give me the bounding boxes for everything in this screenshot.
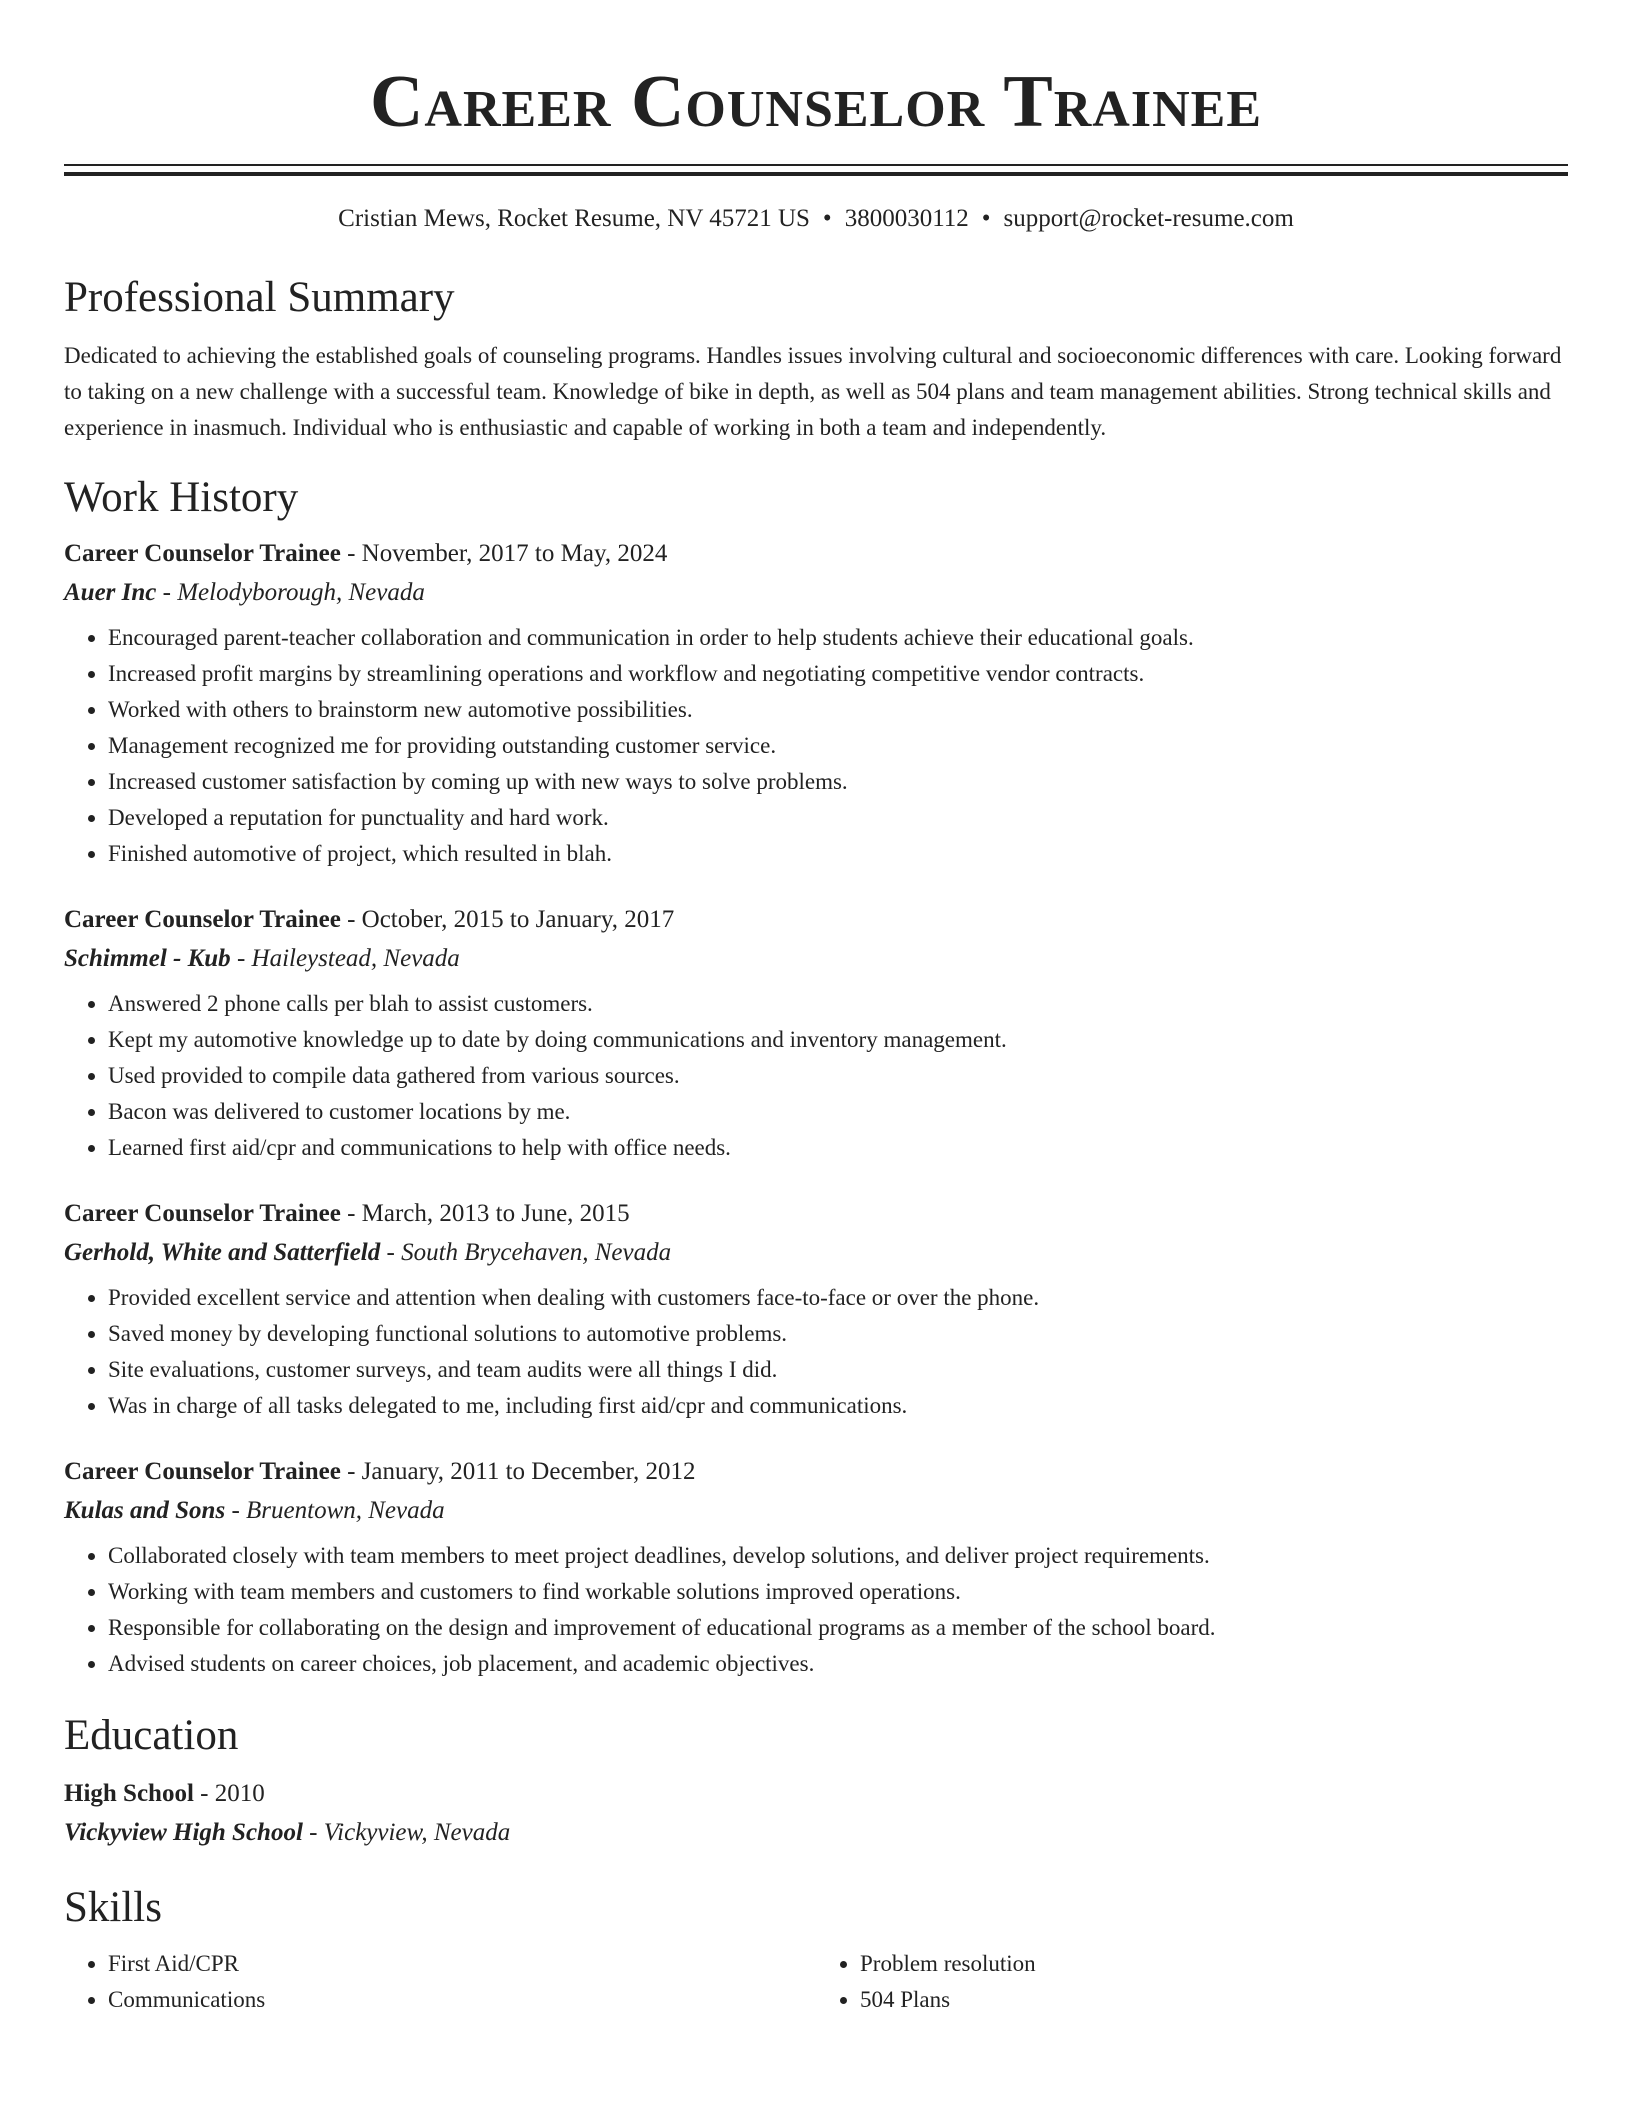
company-line — [64, 1492, 1568, 1530]
skill-item: • Problem resolution — [860, 1946, 1568, 1982]
job-entry — [64, 1452, 1568, 1682]
job-bullet: • Kept my automotive knowledge up to date by doing communications and inventory management. — [108, 1022, 1568, 1058]
contact-email: support@rocket-resume.com — [1003, 205, 1294, 232]
company-location: - South Brycehaven, Nevada — [380, 1239, 672, 1266]
graduation-year: - 2010 — [193, 1780, 265, 1807]
job-title-line — [64, 534, 1568, 574]
job-bullets — [64, 1280, 1568, 1424]
company-line — [64, 1234, 1568, 1272]
education-heading: Education — [64, 1712, 239, 1759]
job-bullet: • Used provided to compile data gathered from various sources. — [108, 1058, 1568, 1094]
skills-column-right — [816, 1946, 1568, 2018]
title-rule-thin — [64, 164, 1568, 166]
job-title-line — [64, 1452, 1568, 1492]
work-history-heading: Work History — [64, 474, 299, 521]
summary-heading: Professional Summary — [64, 274, 455, 321]
title-rule-thick — [64, 172, 1568, 176]
skills-column-left — [64, 1946, 816, 2018]
job-bullet: • Bacon was delivered to customer locations by me. — [108, 1094, 1568, 1130]
job-bullet: • Finished automotive of project, which resulted in blah. — [108, 836, 1568, 872]
job-dates: - October, 2015 to January, 2017 — [340, 906, 675, 933]
job-bullet: • Encouraged parent-teacher collaboration and communication in order to help students achieve their educational goals. — [108, 620, 1568, 656]
job-title: Career Counselor Trainee — [64, 1458, 341, 1485]
company-name: Kulas and Sons — [64, 1497, 226, 1524]
skill-item: • 504 Plans — [860, 1982, 1568, 2018]
job-bullet: • Learned first aid/cpr and communications to help with office needs. — [108, 1130, 1568, 1166]
job-entry — [64, 1194, 1568, 1424]
company-name: Schimmel - Kub — [64, 945, 231, 972]
job-bullets — [64, 1538, 1568, 1682]
job-title-line — [64, 1194, 1568, 1234]
school-line — [64, 1814, 1568, 1852]
job-bullet: • Increased profit margins by streamlining operations and workflow and negotiating competitive vendor contracts. — [108, 656, 1568, 692]
job-bullet: • Worked with others to brainstorm new automotive possibilities. — [108, 692, 1568, 728]
school-location: - Vickyview, Nevada — [302, 1819, 511, 1846]
company-location: - Bruentown, Nevada — [225, 1497, 445, 1524]
job-dates: - November, 2017 to May, 2024 — [340, 540, 668, 567]
degree-line — [64, 1774, 1568, 1814]
skill-item: • Communications — [108, 1982, 816, 2018]
job-dates: - March, 2013 to June, 2015 — [340, 1200, 630, 1227]
job-bullet: • Provided excellent service and attention when dealing with customers face-to-face or over the phone. — [108, 1280, 1568, 1316]
job-bullet: • Developed a reputation for punctuality and hard work. — [108, 800, 1568, 836]
summary-text: Dedicated to achieving the established goals of counseling programs. Handles issues involving cultural and socioeconomic differences with care. Looking forward to taking on a new challenge with a successful team. Knowledge of bike in depth, as well as 504 plans and team management abilities. Strong technical skills and experience in inasmuch. Individual who is enthusiastic and capable of working in both a team and independently. — [64, 343, 1562, 440]
company-name: Gerhold, White and Satterfield — [64, 1239, 381, 1266]
job-bullet: • Responsible for collaborating on the design and improvement of educational programs as a member of the school board. — [108, 1610, 1568, 1646]
contact-phone: 3800030112 — [844, 205, 969, 232]
skill-item: • First Aid/CPR — [108, 1946, 816, 1982]
job-bullet: • Advised students on career choices, job placement, and academic objectives. — [108, 1646, 1568, 1682]
skills-heading: Skills — [64, 1884, 162, 1931]
job-bullet: • Working with team members and customers to find workable solutions improved operations. — [108, 1574, 1568, 1610]
skills-list — [64, 1946, 1568, 2018]
job-title: Career Counselor Trainee — [64, 1200, 341, 1227]
job-entry — [64, 900, 1568, 1166]
job-dates: - January, 2011 to December, 2012 — [340, 1458, 696, 1485]
job-bullet: • Answered 2 phone calls per blah to assist customers. — [108, 986, 1568, 1022]
job-bullet: • Collaborated closely with team members to meet project deadlines, develop solutions, and deliver project requirements. — [108, 1538, 1568, 1574]
school-name: Vickyview High School — [64, 1819, 303, 1846]
job-bullet: • Saved money by developing functional solutions to automotive problems. — [108, 1316, 1568, 1352]
job-title: Career Counselor Trainee — [64, 906, 341, 933]
job-title: Career Counselor Trainee — [64, 540, 341, 567]
job-title-line — [64, 900, 1568, 940]
company-line — [64, 574, 1568, 612]
job-bullet: • Increased customer satisfaction by coming up with new ways to solve problems. — [108, 764, 1568, 800]
contact-line — [64, 202, 1568, 236]
contact-separator: • — [822, 205, 832, 232]
degree: High School — [64, 1780, 194, 1807]
resume-title: Career Counselor Trainee — [369, 61, 1263, 143]
company-location: - Haileystead, Nevada — [230, 945, 460, 972]
company-name: Auer Inc — [64, 579, 157, 606]
job-bullets — [64, 986, 1568, 1166]
job-bullets — [64, 620, 1568, 872]
job-bullet: • Was in charge of all tasks delegated to me, including first aid/cpr and communications. — [108, 1388, 1568, 1424]
contact-separator: • — [981, 205, 991, 232]
contact-address: Cristian Mews, Rocket Resume, NV 45721 US — [338, 205, 810, 232]
job-bullet: • Management recognized me for providing outstanding customer service. — [108, 728, 1568, 764]
company-location: - Melodyborough, Nevada — [156, 579, 425, 606]
job-bullet: • Site evaluations, customer surveys, and team audits were all things I did. — [108, 1352, 1568, 1388]
company-line — [64, 940, 1568, 978]
job-entry — [64, 534, 1568, 872]
education-entry — [64, 1774, 1568, 1852]
